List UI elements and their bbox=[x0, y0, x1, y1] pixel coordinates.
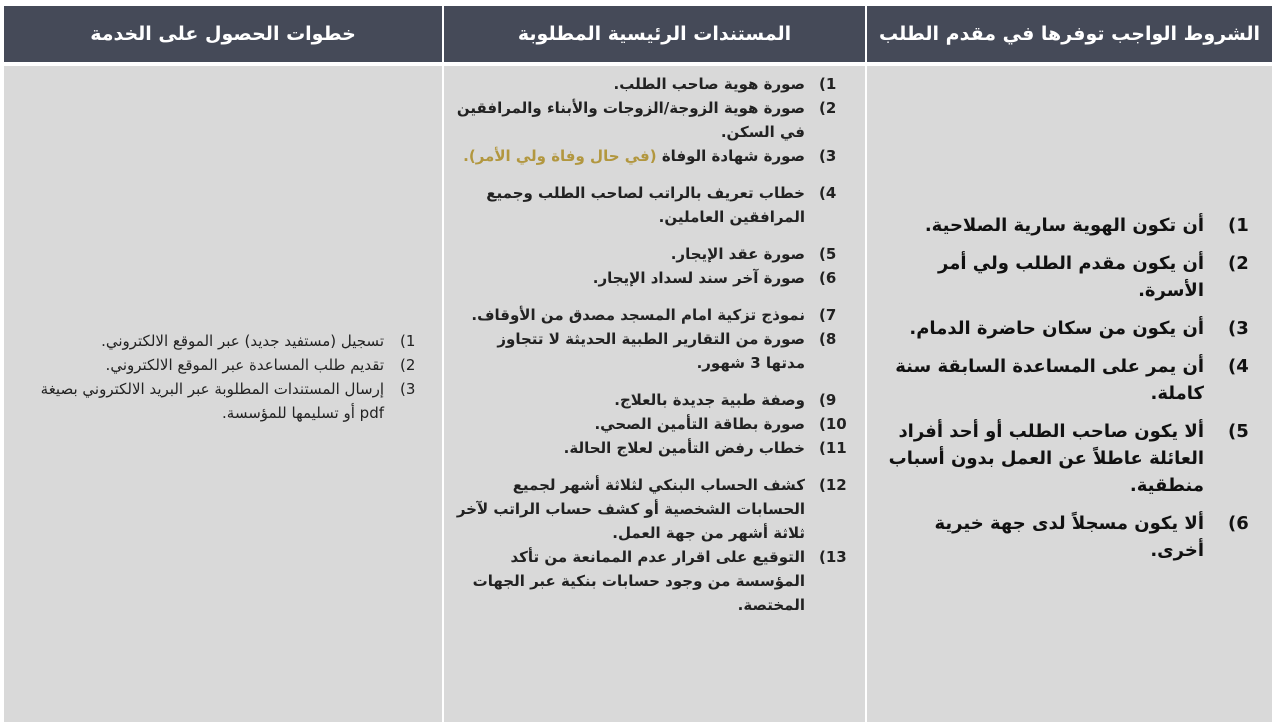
item-text: كشف الحساب البنكي لثلاثة أشهر لجميع الحسابات الشخصية أو كشف حساب الراتب لآخر ثلاثة أشهر من جهة العمل. bbox=[456, 476, 805, 542]
list-item bbox=[456, 266, 847, 290]
item-note: (في حال وفاة ولي الأمر). bbox=[463, 147, 657, 165]
item-text: ألا يكون مسجلاً لدى جهة خيرية أخرى. bbox=[934, 513, 1204, 561]
item-text: صورة هوية صاحب الطلب. bbox=[613, 75, 805, 93]
item-number: 1) bbox=[1228, 215, 1249, 236]
item-number: 3) bbox=[1228, 318, 1249, 339]
item-text: خطاب تعريف بالراتب لصاحب الطلب وجميع المرافقين العاملين. bbox=[486, 184, 805, 226]
item-text: أن يمر على المساعدة السابقة سنة كاملة. bbox=[895, 356, 1204, 404]
item-number: 6) bbox=[819, 269, 837, 287]
item-number: 5) bbox=[1228, 421, 1249, 442]
header-steps: خطوات الحصول على الخدمة bbox=[4, 6, 442, 62]
list-item bbox=[885, 510, 1252, 564]
item-text: صورة من التقارير الطبية الحديثة لا تتجاوز مدتها 3 شهور. bbox=[497, 330, 805, 372]
item-text: أن يكون من سكان حاضرة الدمام. bbox=[909, 318, 1204, 339]
list-item bbox=[24, 329, 424, 353]
steps-column bbox=[4, 66, 442, 722]
item-number: 11) bbox=[819, 439, 847, 457]
list-item bbox=[885, 250, 1252, 304]
item-number: 3) bbox=[400, 380, 416, 398]
item-number: 5) bbox=[819, 245, 837, 263]
header-documents: المستندات الرئيسية المطلوبة bbox=[444, 6, 865, 62]
item-text: أن تكون الهوية سارية الصلاحية. bbox=[924, 215, 1204, 236]
item-number: 9) bbox=[819, 391, 837, 409]
item-text: وصفة طبية جديدة بالعلاج. bbox=[614, 391, 805, 409]
list-item bbox=[456, 327, 847, 375]
list-item bbox=[456, 473, 847, 545]
list-item bbox=[456, 242, 847, 266]
item-text: صورة بطاقة التأمين الصحي. bbox=[594, 415, 805, 433]
item-number: 2) bbox=[400, 356, 416, 374]
list-item bbox=[456, 181, 847, 229]
header-conditions: الشروط الواجب توفرها في مقدم الطلب bbox=[867, 6, 1272, 62]
item-number: 2) bbox=[1228, 253, 1249, 274]
list-item bbox=[885, 418, 1252, 499]
item-text: تقديم طلب المساعدة عبر الموقع الالكتروني. bbox=[105, 356, 384, 374]
list-item bbox=[456, 303, 847, 327]
item-number: 4) bbox=[819, 184, 837, 202]
item-text: إرسال المستندات المطلوبة عبر البريد الالكتروني بصيغة pdf أو تسليمها للمؤسسة. bbox=[40, 380, 384, 422]
list-item bbox=[885, 353, 1252, 407]
item-text: التوقيع على اقرار عدم الممانعة من تأكد المؤسسة من وجود حسابات بنكية عبر الجهات المختصة. bbox=[472, 548, 805, 614]
list-item bbox=[885, 315, 1252, 342]
item-number: 12) bbox=[819, 476, 847, 494]
list-item bbox=[885, 212, 1252, 239]
item-number: 7) bbox=[819, 306, 837, 324]
list-item bbox=[456, 412, 847, 436]
list-item bbox=[456, 96, 847, 144]
list-item bbox=[456, 72, 847, 96]
item-number: 10) bbox=[819, 415, 847, 433]
item-text: نموذج تزكية امام المسجد مصدق من الأوقاف. bbox=[471, 306, 805, 324]
item-text: صورة عقد الإيجار. bbox=[670, 245, 805, 263]
item-number: 1) bbox=[819, 75, 837, 93]
conditions-list bbox=[885, 212, 1252, 575]
item-text: تسجيل (مستفيد جديد) عبر الموقع الالكتروني. bbox=[101, 332, 384, 350]
list-item bbox=[24, 377, 424, 425]
item-number: 8) bbox=[819, 330, 837, 348]
conditions-column bbox=[867, 66, 1272, 722]
item-number: 6) bbox=[1228, 513, 1249, 534]
steps-list bbox=[24, 329, 424, 425]
item-number: 13) bbox=[819, 548, 847, 566]
item-number: 3) bbox=[819, 147, 837, 165]
item-number: 1) bbox=[400, 332, 416, 350]
item-text bbox=[456, 144, 805, 168]
documents-list bbox=[456, 72, 847, 617]
item-number: 4) bbox=[1228, 356, 1249, 377]
item-text: صورة آخر سند لسداد الإيجار. bbox=[592, 269, 805, 287]
item-text: خطاب رفض التأمين لعلاج الحالة. bbox=[563, 439, 805, 457]
item-text: صورة هوية الزوجة/الزوجات والأبناء والمرافقين في السكن. bbox=[456, 99, 805, 141]
item-text-main: صورة شهادة الوفاة bbox=[661, 147, 805, 165]
list-item bbox=[24, 353, 424, 377]
item-number: 2) bbox=[819, 99, 837, 117]
item-text: ألا يكون صاحب الطلب أو أحد أفراد العائلة عاطلاً عن العمل بدون أسباب منطقية. bbox=[888, 421, 1204, 496]
list-item bbox=[456, 545, 847, 617]
list-item bbox=[456, 388, 847, 412]
list-item bbox=[456, 144, 847, 168]
item-text: أن يكون مقدم الطلب ولي أمر الأسرة. bbox=[938, 253, 1204, 301]
list-item bbox=[456, 436, 847, 460]
service-requirements-table bbox=[4, 6, 1272, 722]
documents-column bbox=[444, 66, 865, 722]
